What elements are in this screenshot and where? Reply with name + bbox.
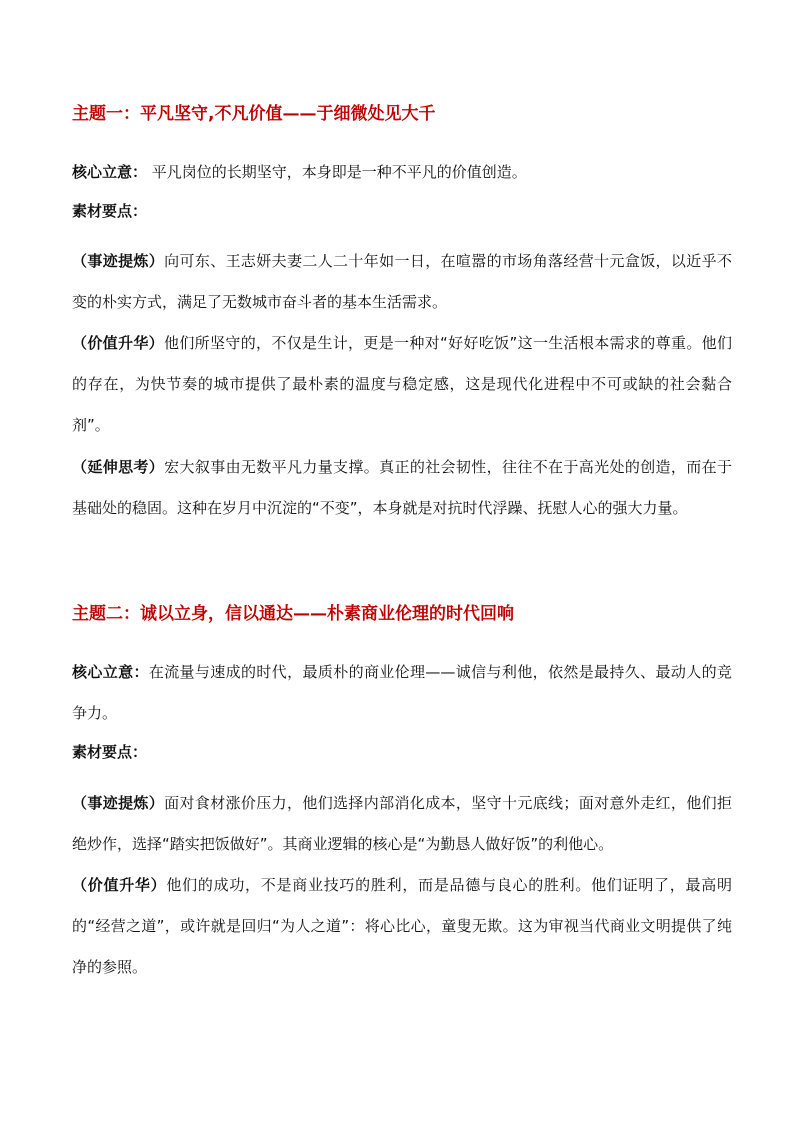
section-2-core-idea	[72, 652, 732, 734]
core-idea-label: 核心立意：	[72, 163, 148, 181]
core-idea-label: 核心立意：	[72, 663, 149, 681]
section-2-point-2	[72, 865, 732, 988]
point-tag: （价值升华）	[72, 876, 167, 894]
section-1-title: 主题一：平凡坚守,不凡价值——于细微处见大千	[72, 104, 436, 124]
point-text: 面对食材涨价压力，他们选择内部消化成本，坚守十元底线；面对意外走红，他们拒绝炒作，选择“踏实把饭做好”。其商业逻辑的核心是“为勤恳人做好饭”的利他心。	[72, 794, 732, 853]
core-idea-text: 在流量与速成的时代，最质朴的商业伦理——诚信与利他，依然是最持久、最动人的竞争力。	[72, 663, 732, 722]
point-tag: （事迹提炼）	[72, 794, 165, 812]
point-text: 他们所坚守的，不仅是生计，更是一种对“好好吃饭”这一生活根本需求的尊重。他们的存在，为快节奏的城市提供了最朴素的温度与稳定感，这是现代化进程中不可或缺的社会黏合剂”。	[72, 334, 732, 434]
point-tag: （延伸思考）	[72, 458, 165, 476]
point-tag: （事迹提炼）	[72, 252, 165, 270]
section-2-point-1	[72, 783, 732, 865]
section-2-points-label: 素材要点：	[72, 743, 148, 761]
point-text: 向可东、王志妍夫妻二人二十年如一日，在喧嚣的市场角落经营十元盒饭，以近乎不变的朴实方式，满足了无数城市奋斗者的基本生活需求。	[72, 252, 732, 311]
point-text: 他们的成功，不是商业技巧的胜利，而是品德与良心的胜利。他们证明了，最高明的“经营之道”，或许就是回归“为人之道”：将心比心，童叟无欺。这为审视当代商业文明提供了纯净的参照。	[72, 876, 732, 976]
section-1-core-idea	[72, 161, 527, 183]
section-2-title: 主题二：诚以立身，信以通达——朴素商业伦理的时代回响	[72, 604, 514, 624]
point-tag: （价值升华）	[72, 334, 165, 352]
section-1-point-3	[72, 447, 732, 529]
point-text: 宏大叙事由无数平凡力量支撑。真正的社会韧性，往往不在于高光处的创造，而在于基础处的稳固。这种在岁月中沉淀的“不变”，本身就是对抗时代浮躁、抚慰人心的强大力量。	[72, 458, 732, 517]
core-idea-text: 平凡岗位的长期坚守，本身即是一种不平凡的价值创造。	[151, 163, 527, 181]
section-1-point-1	[72, 241, 732, 323]
section-1-point-2	[72, 323, 732, 446]
section-1-points-label: 素材要点：	[72, 202, 148, 220]
